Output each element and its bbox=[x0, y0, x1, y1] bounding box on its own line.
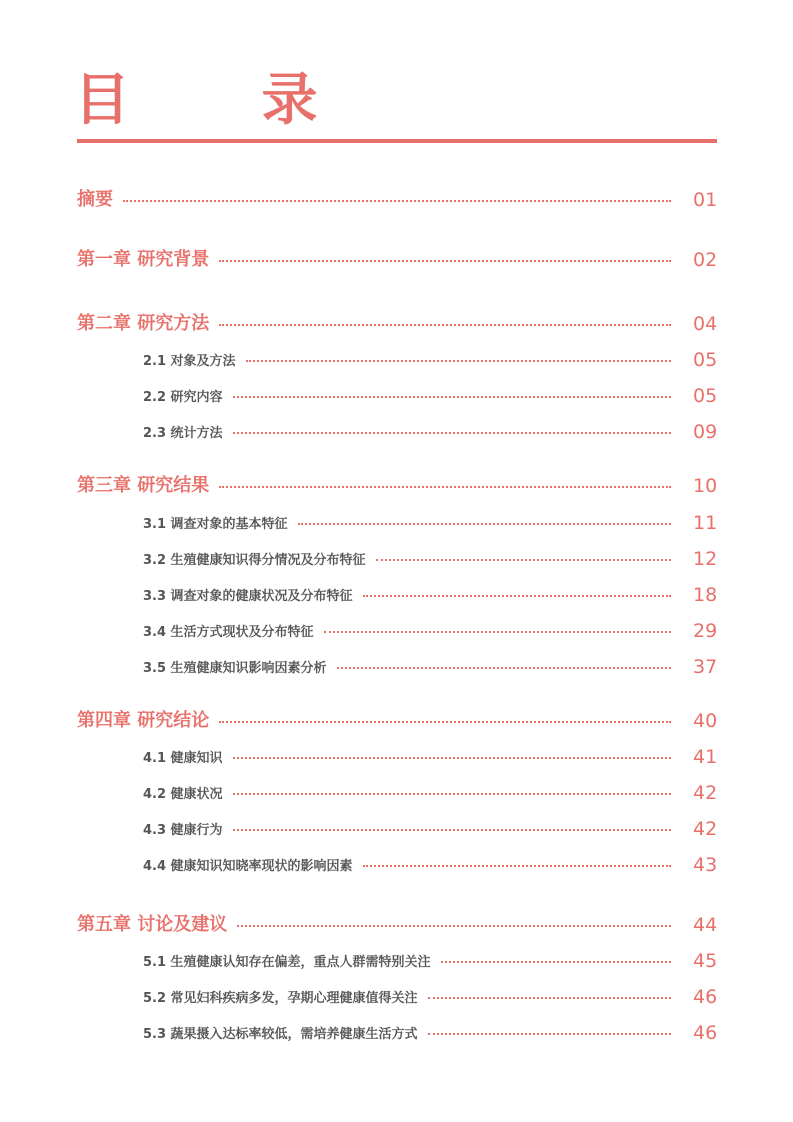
dot-leader bbox=[219, 324, 671, 326]
toc-page-number: 43 bbox=[693, 854, 718, 876]
toc-entry-label: 摘要 bbox=[77, 189, 113, 210]
toc-entry-label: 5.3 蔬果摄入达标率较低，需培养健康生活方式 bbox=[143, 1027, 418, 1042]
dot-leader bbox=[363, 595, 671, 597]
dot-leader bbox=[233, 793, 671, 795]
dot-leader bbox=[428, 997, 671, 999]
toc-entry-label: 第四章 研究结论 bbox=[77, 710, 210, 731]
toc-entry-label: 第五章 讨论及建议 bbox=[77, 914, 228, 935]
toc-section-entry[interactable] bbox=[143, 742, 717, 768]
toc-entry-label: 2.1 对象及方法 bbox=[143, 354, 236, 369]
toc-section-entry[interactable] bbox=[143, 778, 717, 804]
toc-page-number: 45 bbox=[693, 950, 718, 972]
dot-leader bbox=[376, 559, 671, 561]
dot-leader bbox=[233, 396, 671, 398]
toc-entry-label: 5.1 生殖健康认知存在偏差，重点人群需特别关注 bbox=[143, 955, 431, 970]
toc-page-number: 40 bbox=[693, 710, 718, 732]
toc-entry-label: 第二章 研究方法 bbox=[77, 313, 210, 334]
toc-page-number: 05 bbox=[693, 385, 718, 407]
dot-leader bbox=[246, 360, 671, 362]
toc-page-number: 46 bbox=[693, 986, 718, 1008]
dot-leader bbox=[123, 200, 671, 202]
toc-entry-label: 3.2 生殖健康知识得分情况及分布特征 bbox=[143, 553, 366, 568]
toc-page-number: 42 bbox=[693, 818, 718, 840]
dot-leader bbox=[233, 757, 671, 759]
toc-entry-label: 3.4 生活方式现状及分布特征 bbox=[143, 625, 314, 640]
toc-page-number: 01 bbox=[693, 189, 718, 211]
page-title: 目 录 bbox=[74, 68, 374, 133]
toc-chapter-entry[interactable] bbox=[77, 471, 717, 497]
toc-page-number: 09 bbox=[693, 421, 718, 443]
dot-leader bbox=[237, 925, 671, 927]
toc-section-entry[interactable] bbox=[143, 544, 717, 570]
toc-page-number: 11 bbox=[693, 512, 718, 534]
toc-section-entry[interactable] bbox=[143, 1018, 717, 1044]
dot-leader bbox=[324, 631, 671, 633]
toc-chapter-entry[interactable] bbox=[77, 185, 717, 211]
toc-section-entry[interactable] bbox=[143, 850, 717, 876]
toc-entry-label: 4.3 健康行为 bbox=[143, 823, 223, 838]
dot-leader bbox=[233, 829, 671, 831]
toc-page-number: 10 bbox=[693, 475, 718, 497]
toc-entry-label: 第三章 研究结果 bbox=[77, 475, 210, 496]
toc-entry-label: 4.1 健康知识 bbox=[143, 751, 223, 766]
dot-leader bbox=[219, 260, 671, 262]
dot-leader bbox=[441, 961, 671, 963]
toc-section-entry[interactable] bbox=[143, 814, 717, 840]
dot-leader bbox=[363, 865, 671, 867]
toc-page-number: 02 bbox=[693, 249, 718, 271]
toc-page-number: 29 bbox=[693, 620, 718, 642]
toc-entry-label: 2.3 统计方法 bbox=[143, 426, 223, 441]
toc-entry-label: 3.1 调查对象的基本特征 bbox=[143, 517, 288, 532]
toc-entry-label: 3.5 生殖健康知识影响因素分析 bbox=[143, 661, 327, 676]
dot-leader bbox=[428, 1033, 671, 1035]
dot-leader bbox=[219, 486, 671, 488]
toc-section-entry[interactable] bbox=[143, 580, 717, 606]
toc-page-number: 42 bbox=[693, 782, 718, 804]
toc-section-entry[interactable] bbox=[143, 652, 717, 678]
toc-section-entry[interactable] bbox=[143, 381, 717, 407]
toc-page-number: 46 bbox=[693, 1022, 718, 1044]
toc-page-number: 05 bbox=[693, 349, 718, 371]
dot-leader bbox=[233, 432, 671, 434]
toc-entry-label: 3.3 调查对象的健康状况及分布特征 bbox=[143, 589, 353, 604]
dot-leader bbox=[337, 667, 671, 669]
toc-page-number: 41 bbox=[693, 746, 718, 768]
toc-page-number: 37 bbox=[693, 656, 718, 678]
toc-page-number: 04 bbox=[693, 313, 718, 335]
toc-page-number: 44 bbox=[693, 914, 718, 936]
toc-entry-label: 2.2 研究内容 bbox=[143, 390, 223, 405]
toc-section-entry[interactable] bbox=[143, 345, 717, 371]
toc-entry-label: 5.2 常见妇科疾病多发，孕期心理健康值得关注 bbox=[143, 991, 418, 1006]
toc-section-entry[interactable] bbox=[143, 508, 717, 534]
toc-page-number: 18 bbox=[693, 584, 718, 606]
toc-chapter-entry[interactable] bbox=[77, 309, 717, 335]
toc-entry-label: 4.4 健康知识知晓率现状的影响因素 bbox=[143, 859, 353, 874]
dot-leader bbox=[298, 523, 671, 525]
toc-chapter-entry[interactable] bbox=[77, 910, 717, 936]
toc-chapter-entry[interactable] bbox=[77, 706, 717, 732]
toc-entry-label: 4.2 健康状况 bbox=[143, 787, 223, 802]
toc-chapter-entry[interactable] bbox=[77, 245, 717, 271]
toc-section-entry[interactable] bbox=[143, 616, 717, 642]
toc-entry-label: 第一章 研究背景 bbox=[77, 249, 210, 270]
toc-section-entry[interactable] bbox=[143, 417, 717, 443]
toc-page-number: 12 bbox=[693, 548, 718, 570]
toc-section-entry[interactable] bbox=[143, 982, 717, 1008]
toc-section-entry[interactable] bbox=[143, 946, 717, 972]
dot-leader bbox=[219, 721, 671, 723]
